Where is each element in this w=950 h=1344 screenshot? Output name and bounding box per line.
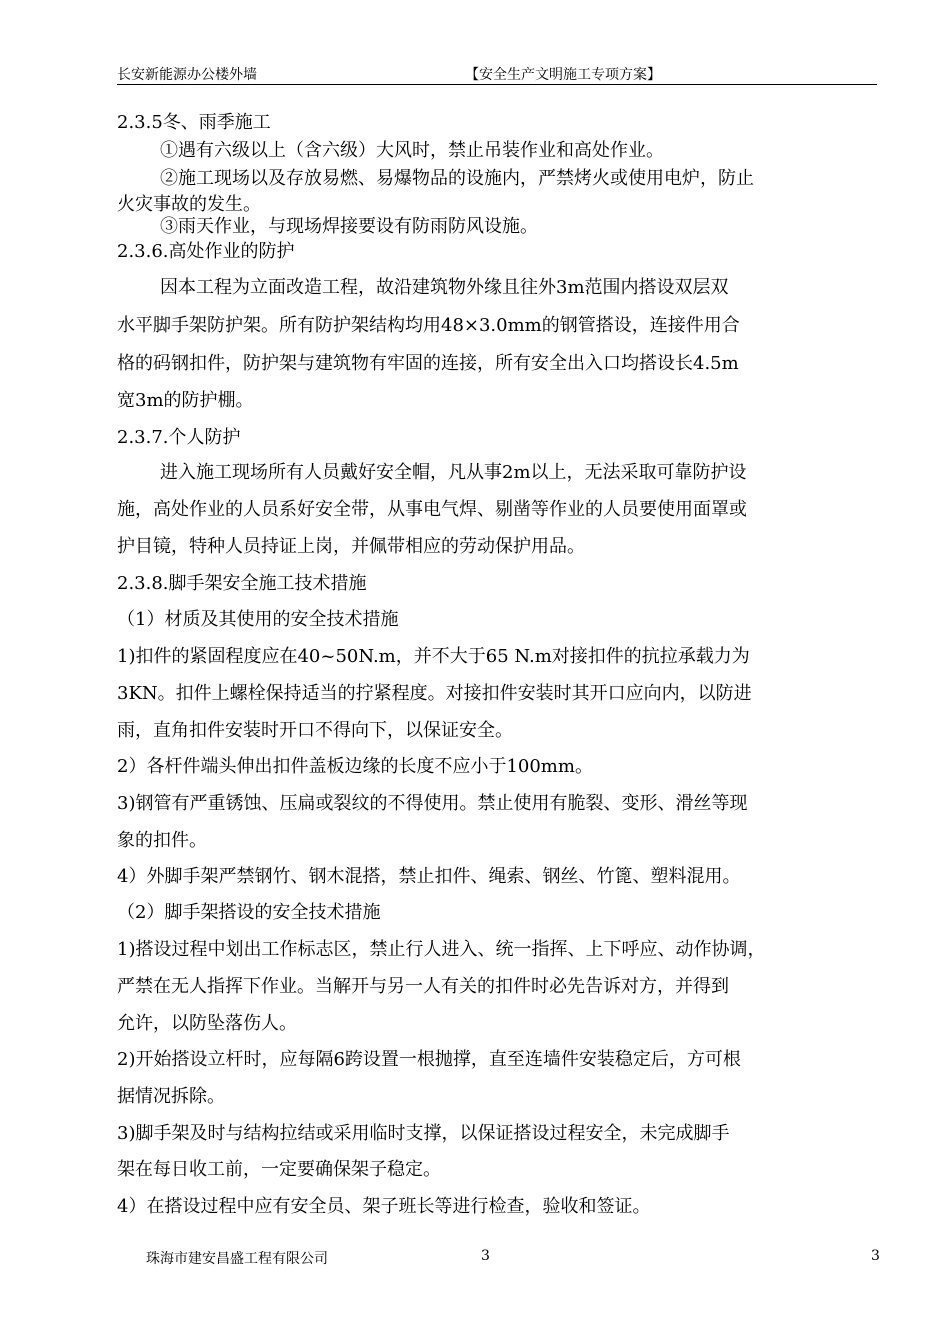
footer-page-number-right: 3 xyxy=(871,1248,880,1264)
paragraph-line: 4）在搭设过程中应有安全员、架子班长等进行检查，验收和签证。 xyxy=(117,1196,651,1217)
paragraph-line: 2)开始搭设立杆时，应每隔6跨设置一根抛撑，直至连墙件安装稳定后，方可根 xyxy=(117,1049,741,1070)
paragraph-line: 雨，直角扣件安装时开口不得向下，以保证安全。 xyxy=(117,720,513,741)
paragraph-line: 宽3m的防护棚。 xyxy=(117,390,254,411)
paragraph-line: 允许，以防坠落伤人。 xyxy=(117,1013,297,1034)
paragraph-line: 4）外脚手架严禁钢竹、钢木混搭，禁止扣件、绳索、钢丝、竹篦、塑料混用。 xyxy=(117,866,741,887)
paragraph-line: 3KN。扣件上螺栓保持适当的拧紧程度。对接扣件安装时其开口应向内，以防进 xyxy=(117,683,752,704)
page-header xyxy=(117,62,877,85)
header-project-name: 长安新能源办公楼外墙 xyxy=(117,67,257,83)
paragraph-line: 水平脚手架防护架。所有防护架结构均用48×3.0mm的钢管搭设，连接件用合 xyxy=(117,315,740,336)
footer-company: 珠海市建安昌盛工程有限公司 xyxy=(146,1251,328,1267)
paragraph-line: ③雨天作业，与现场焊接要设有防雨防风设施。 xyxy=(160,216,538,237)
section-heading: 2.3.5冬、雨季施工 xyxy=(117,112,271,133)
paragraph-line: 架在每日收工前，一定要确保架子稳定。 xyxy=(117,1159,441,1180)
paragraph-line: 施，高处作业的人员系好安全带，从事电气焊、剔凿等作业的人员要使用面罩或 xyxy=(117,499,747,520)
paragraph-line: 3)脚手架及时与结构拉结或采用临时支撑，以保证搭设过程安全，未完成脚手 xyxy=(117,1123,730,1144)
paragraph-line: 据情况拆除。 xyxy=(117,1086,225,1107)
section-heading: 2.3.6.高处作业的防护 xyxy=(117,241,295,262)
paragraph-line: 1)搭设过程中划出工作标志区，禁止行人进入、统一指挥、上下呼应、动作协调， xyxy=(117,939,766,960)
paragraph-line: 护目镜，特种人员持证上岗，并佩带相应的劳动保护用品。 xyxy=(117,536,585,557)
footer-page-number-center: 3 xyxy=(481,1248,490,1264)
paragraph-line: 火灾事故的发生。 xyxy=(117,194,261,215)
paragraph-line: 象的扣件。 xyxy=(117,830,207,851)
paragraph-line: 进入施工现场所有人员戴好安全帽，凡从事2m以上，无法采取可靠防护设 xyxy=(160,462,747,483)
section-heading: 2.3.8.脚手架安全施工技术措施 xyxy=(117,573,367,594)
paragraph-line: 严禁在无人指挥下作业。当解开与另一人有关的扣件时必先告诉对方，并得到 xyxy=(117,976,729,997)
subsection-heading: （2）脚手架搭设的安全技术措施 xyxy=(117,902,381,923)
paragraph-line: 格的码钢扣件，防护架与建筑物有牢固的连接，所有安全出入口均搭设长4.5m xyxy=(117,353,739,374)
paragraph-line: ①遇有六级以上（含六级）大风时，禁止吊装作业和高处作业。 xyxy=(160,140,664,161)
paragraph-line: 3)钢管有严重锈蚀、压扁或裂纹的不得使用。禁止使用有脆裂、变形、滑丝等现 xyxy=(117,793,748,814)
section-heading: 2.3.7.个人防护 xyxy=(117,427,241,448)
paragraph-line: 因本工程为立面改造工程，故沿建筑物外缘且往外3m范围内搭设双层双 xyxy=(160,277,729,298)
paragraph-line: 2）各杆件端头伸出扣件盖板边缘的长度不应小于100mm。 xyxy=(117,756,593,777)
paragraph-line: 1)扣件的紧固程度应在40~50N.m，并不大于65 N.m对接扣件的抗拉承载力为 xyxy=(117,646,750,667)
header-document-title: 【安全生产文明施工专项方案】 xyxy=(465,67,661,83)
subsection-heading: （1）材质及其使用的安全技术措施 xyxy=(117,609,399,630)
paragraph-line: ②施工现场以及存放易燃、易爆物品的设施内，严禁烤火或使用电炉，防止 xyxy=(160,168,754,189)
